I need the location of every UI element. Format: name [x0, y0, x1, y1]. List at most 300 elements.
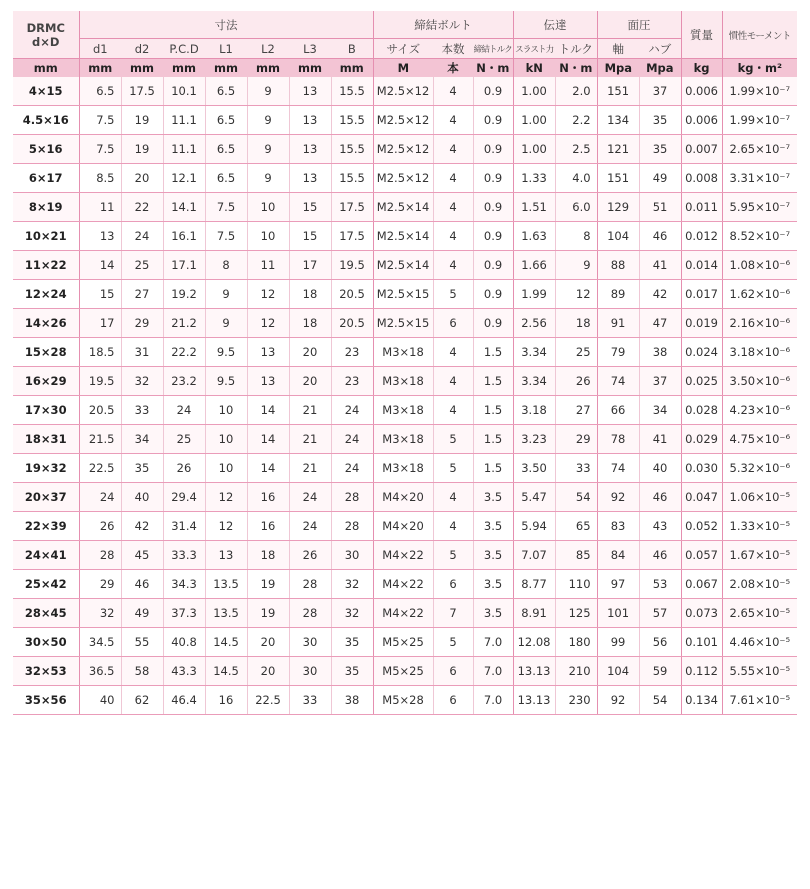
value-cell: 180	[555, 628, 597, 657]
model-cell: 22×39	[13, 512, 79, 541]
value-cell: 3.31×10⁻⁷	[722, 164, 797, 193]
value-cell: 2.5	[555, 135, 597, 164]
value-cell: 6	[433, 686, 473, 715]
value-cell: M2.5×12	[373, 106, 433, 135]
model-cell: 5×16	[13, 135, 79, 164]
model-cell: 6×17	[13, 164, 79, 193]
value-cell: 2.56	[513, 309, 555, 338]
value-cell: 7.0	[473, 686, 513, 715]
value-cell: 18.5	[79, 338, 121, 367]
value-cell: 17	[289, 251, 331, 280]
value-cell: 4	[433, 77, 473, 106]
value-cell: 24	[331, 454, 373, 483]
value-cell: 34	[121, 425, 163, 454]
value-cell: 27	[121, 280, 163, 309]
value-cell: 31	[121, 338, 163, 367]
model-cell: 19×32	[13, 454, 79, 483]
value-cell: 10	[247, 193, 289, 222]
value-cell: 78	[597, 425, 639, 454]
value-cell: 4.75×10⁻⁶	[722, 425, 797, 454]
value-cell: 25	[163, 425, 205, 454]
model-cell: 17×30	[13, 396, 79, 425]
value-cell: 20	[289, 367, 331, 396]
value-cell: 12.08	[513, 628, 555, 657]
units-row	[13, 59, 797, 78]
value-cell: 1.66	[513, 251, 555, 280]
table-row	[13, 657, 797, 686]
value-cell: 1.5	[473, 454, 513, 483]
value-cell: 14.5	[205, 657, 247, 686]
value-cell: 4.23×10⁻⁶	[722, 396, 797, 425]
value-cell: 5.32×10⁻⁶	[722, 454, 797, 483]
model-cell: 28×45	[13, 599, 79, 628]
value-cell: 10	[247, 222, 289, 251]
value-cell: 1.33×10⁻⁵	[722, 512, 797, 541]
value-cell: 0.019	[681, 309, 722, 338]
value-cell: 9	[247, 77, 289, 106]
value-cell: 19.5	[79, 367, 121, 396]
value-cell: 83	[597, 512, 639, 541]
value-cell: 4	[433, 135, 473, 164]
value-cell: 35	[639, 106, 681, 135]
value-cell: 1.62×10⁻⁶	[722, 280, 797, 309]
value-cell: 0.011	[681, 193, 722, 222]
value-cell: 13	[79, 222, 121, 251]
value-cell: 0.017	[681, 280, 722, 309]
model-header-bottom: d×D	[32, 34, 60, 49]
value-cell: M3×18	[373, 338, 433, 367]
table-row	[13, 135, 797, 164]
value-cell: 151	[597, 77, 639, 106]
value-cell: 53	[639, 570, 681, 599]
unit-cell: M	[373, 59, 433, 78]
value-cell: M5×25	[373, 657, 433, 686]
value-cell: 104	[597, 657, 639, 686]
value-cell: 58	[121, 657, 163, 686]
value-cell: 79	[597, 338, 639, 367]
model-cell: 18×31	[13, 425, 79, 454]
model-header	[13, 11, 79, 59]
table-row	[13, 367, 797, 396]
value-cell: 12	[247, 280, 289, 309]
value-cell: 92	[597, 483, 639, 512]
unit-cell: mm	[331, 59, 373, 78]
value-cell: 0.006	[681, 77, 722, 106]
unit-cell: mm	[121, 59, 163, 78]
value-cell: 17.5	[331, 222, 373, 251]
table-row	[13, 628, 797, 657]
value-cell: 0.012	[681, 222, 722, 251]
value-cell: 4.46×10⁻⁵	[722, 628, 797, 657]
value-cell: 29.4	[163, 483, 205, 512]
table-row	[13, 686, 797, 715]
value-cell: 22.5	[79, 454, 121, 483]
value-cell: 10	[205, 396, 247, 425]
value-cell: 24	[331, 396, 373, 425]
value-cell: 43.3	[163, 657, 205, 686]
value-cell: 5.95×10⁻⁷	[722, 193, 797, 222]
value-cell: 34.5	[79, 628, 121, 657]
value-cell: M2.5×12	[373, 77, 433, 106]
unit-cell: mm	[13, 59, 79, 78]
value-cell: 7.5	[205, 222, 247, 251]
value-cell: 15	[289, 193, 331, 222]
value-cell: 8.77	[513, 570, 555, 599]
value-cell: 62	[121, 686, 163, 715]
value-cell: 59	[639, 657, 681, 686]
table-row	[13, 251, 797, 280]
table-row	[13, 338, 797, 367]
value-cell: 9	[205, 280, 247, 309]
subheader-cell: ハブ	[639, 39, 681, 59]
value-cell: 0.029	[681, 425, 722, 454]
unit-cell: N・m	[555, 59, 597, 78]
table-row	[13, 570, 797, 599]
value-cell: 0.014	[681, 251, 722, 280]
value-cell: 6.5	[205, 106, 247, 135]
value-cell: 0.008	[681, 164, 722, 193]
table-row	[13, 164, 797, 193]
value-cell: 0.9	[473, 251, 513, 280]
value-cell: 35	[331, 657, 373, 686]
value-cell: 32	[121, 367, 163, 396]
table-row	[13, 309, 797, 338]
value-cell: 19	[121, 106, 163, 135]
value-cell: 9	[247, 164, 289, 193]
unit-cell: N・m	[473, 59, 513, 78]
value-cell: 29	[79, 570, 121, 599]
value-cell: 13.5	[205, 599, 247, 628]
value-cell: 42	[639, 280, 681, 309]
table-row	[13, 396, 797, 425]
subheader-cell: 締結トルク	[473, 39, 513, 59]
table-row	[13, 541, 797, 570]
value-cell: 55	[121, 628, 163, 657]
value-cell: 121	[597, 135, 639, 164]
value-cell: 18	[289, 280, 331, 309]
value-cell: 21	[289, 454, 331, 483]
model-header-top: DRMC	[26, 20, 65, 35]
model-cell: 8×19	[13, 193, 79, 222]
mass-header: 質量	[681, 11, 722, 59]
value-cell: M3×18	[373, 425, 433, 454]
value-cell: 7.61×10⁻⁵	[722, 686, 797, 715]
value-cell: 15	[79, 280, 121, 309]
value-cell: 88	[597, 251, 639, 280]
value-cell: 13	[247, 338, 289, 367]
value-cell: 101	[597, 599, 639, 628]
value-cell: 210	[555, 657, 597, 686]
model-cell: 35×56	[13, 686, 79, 715]
value-cell: 13	[289, 135, 331, 164]
value-cell: 8	[205, 251, 247, 280]
value-cell: 35	[639, 135, 681, 164]
value-cell: 22.5	[247, 686, 289, 715]
value-cell: 17.5	[331, 193, 373, 222]
value-cell: 12	[247, 309, 289, 338]
value-cell: 37.3	[163, 599, 205, 628]
value-cell: 13	[289, 106, 331, 135]
value-cell: 32	[79, 599, 121, 628]
value-cell: 24	[79, 483, 121, 512]
value-cell: 2.65×10⁻⁵	[722, 599, 797, 628]
table-row	[13, 599, 797, 628]
value-cell: 0.030	[681, 454, 722, 483]
value-cell: 16	[247, 483, 289, 512]
value-cell: 20	[289, 338, 331, 367]
value-cell: 0.047	[681, 483, 722, 512]
value-cell: 3.34	[513, 338, 555, 367]
value-cell: 85	[555, 541, 597, 570]
value-cell: 5	[433, 541, 473, 570]
value-cell: 14.5	[205, 628, 247, 657]
model-cell: 20×37	[13, 483, 79, 512]
value-cell: 9.5	[205, 338, 247, 367]
value-cell: 13.13	[513, 657, 555, 686]
value-cell: 5	[433, 454, 473, 483]
value-cell: M4×22	[373, 570, 433, 599]
value-cell: 13.5	[205, 570, 247, 599]
value-cell: 0.9	[473, 164, 513, 193]
value-cell: 18	[289, 309, 331, 338]
value-cell: 26	[555, 367, 597, 396]
value-cell: 12.1	[163, 164, 205, 193]
value-cell: 46	[639, 541, 681, 570]
value-cell: 27	[555, 396, 597, 425]
value-cell: 12	[205, 483, 247, 512]
value-cell: 40	[79, 686, 121, 715]
value-cell: 3.18	[513, 396, 555, 425]
subheader-cell: サイズ	[373, 39, 433, 59]
subheader-row	[13, 39, 797, 59]
value-cell: M2.5×15	[373, 309, 433, 338]
value-cell: 18	[247, 541, 289, 570]
value-cell: 20	[247, 657, 289, 686]
value-cell: 40	[639, 454, 681, 483]
value-cell: 1.67×10⁻⁵	[722, 541, 797, 570]
value-cell: 5.47	[513, 483, 555, 512]
value-cell: 6	[433, 570, 473, 599]
surface-pressure-header: 面圧	[597, 11, 681, 39]
value-cell: 28	[331, 512, 373, 541]
value-cell: 0.9	[473, 222, 513, 251]
value-cell: 28	[79, 541, 121, 570]
value-cell: 8.5	[79, 164, 121, 193]
unit-cell: kg・m²	[722, 59, 797, 78]
value-cell: 65	[555, 512, 597, 541]
value-cell: 4.0	[555, 164, 597, 193]
value-cell: 11.1	[163, 106, 205, 135]
value-cell: 10	[205, 454, 247, 483]
value-cell: 38	[331, 686, 373, 715]
value-cell: 49	[121, 599, 163, 628]
value-cell: 33	[121, 396, 163, 425]
transmission-header: 伝達	[513, 11, 597, 39]
model-cell: 4×15	[13, 77, 79, 106]
value-cell: 41	[639, 425, 681, 454]
subheader-cell: L1	[205, 39, 247, 59]
value-cell: 2.2	[555, 106, 597, 135]
value-cell: 17	[79, 309, 121, 338]
value-cell: 1.99×10⁻⁷	[722, 106, 797, 135]
value-cell: 66	[597, 396, 639, 425]
value-cell: 15.5	[331, 135, 373, 164]
value-cell: 1.08×10⁻⁶	[722, 251, 797, 280]
value-cell: 54	[639, 686, 681, 715]
unit-cell: mm	[163, 59, 205, 78]
value-cell: 6	[433, 309, 473, 338]
value-cell: M2.5×14	[373, 222, 433, 251]
model-cell: 15×28	[13, 338, 79, 367]
model-cell: 14×26	[13, 309, 79, 338]
value-cell: M5×25	[373, 628, 433, 657]
value-cell: 4	[433, 396, 473, 425]
value-cell: 3.5	[473, 570, 513, 599]
value-cell: 7.5	[79, 135, 121, 164]
value-cell: 230	[555, 686, 597, 715]
value-cell: 10	[205, 425, 247, 454]
value-cell: 91	[597, 309, 639, 338]
value-cell: 40.8	[163, 628, 205, 657]
value-cell: M3×18	[373, 396, 433, 425]
value-cell: 8	[555, 222, 597, 251]
value-cell: 0.9	[473, 106, 513, 135]
value-cell: 46.4	[163, 686, 205, 715]
value-cell: 47	[639, 309, 681, 338]
value-cell: 46	[639, 222, 681, 251]
subheader-cell: スラスト力	[513, 39, 555, 59]
value-cell: 45	[121, 541, 163, 570]
value-cell: 23	[331, 338, 373, 367]
value-cell: 51	[639, 193, 681, 222]
value-cell: 0.9	[473, 309, 513, 338]
value-cell: M4×20	[373, 512, 433, 541]
value-cell: 0.007	[681, 135, 722, 164]
value-cell: 15.5	[331, 77, 373, 106]
model-cell: 12×24	[13, 280, 79, 309]
value-cell: M3×18	[373, 454, 433, 483]
value-cell: 30	[289, 657, 331, 686]
value-cell: 99	[597, 628, 639, 657]
value-cell: 0.9	[473, 135, 513, 164]
table-row	[13, 454, 797, 483]
value-cell: 17.5	[121, 77, 163, 106]
value-cell: 20	[121, 164, 163, 193]
value-cell: 20.5	[331, 280, 373, 309]
value-cell: 43	[639, 512, 681, 541]
value-cell: 89	[597, 280, 639, 309]
value-cell: 7.5	[79, 106, 121, 135]
value-cell: 24	[331, 425, 373, 454]
value-cell: 0.112	[681, 657, 722, 686]
value-cell: 4	[433, 367, 473, 396]
value-cell: 7.07	[513, 541, 555, 570]
value-cell: M3×18	[373, 367, 433, 396]
value-cell: 21	[289, 425, 331, 454]
value-cell: 13	[289, 164, 331, 193]
subheader-cell: L2	[247, 39, 289, 59]
value-cell: 9.5	[205, 367, 247, 396]
bolt-header: 締結ボルト	[373, 11, 513, 39]
value-cell: 6.5	[205, 135, 247, 164]
value-cell: 21	[289, 396, 331, 425]
unit-cell: Mpa	[639, 59, 681, 78]
value-cell: 28	[289, 570, 331, 599]
value-cell: 16	[247, 512, 289, 541]
subheader-cell: P.C.D	[163, 39, 205, 59]
value-cell: 22.2	[163, 338, 205, 367]
value-cell: 0.101	[681, 628, 722, 657]
value-cell: 9	[555, 251, 597, 280]
value-cell: 4	[433, 193, 473, 222]
value-cell: 26	[163, 454, 205, 483]
value-cell: 7.0	[473, 657, 513, 686]
value-cell: 25	[121, 251, 163, 280]
value-cell: 4	[433, 483, 473, 512]
value-cell: 0.9	[473, 280, 513, 309]
value-cell: 4	[433, 251, 473, 280]
table-row	[13, 222, 797, 251]
value-cell: 54	[555, 483, 597, 512]
value-cell: 15	[289, 222, 331, 251]
value-cell: 13	[205, 541, 247, 570]
value-cell: 3.5	[473, 483, 513, 512]
value-cell: 31.4	[163, 512, 205, 541]
value-cell: M4×22	[373, 541, 433, 570]
value-cell: 74	[597, 454, 639, 483]
value-cell: 6.5	[79, 77, 121, 106]
value-cell: 29	[555, 425, 597, 454]
value-cell: 0.134	[681, 686, 722, 715]
value-cell: 15.5	[331, 164, 373, 193]
value-cell: 49	[639, 164, 681, 193]
dimensions-header: 寸法	[79, 11, 373, 39]
subheader-cell: 軸	[597, 39, 639, 59]
value-cell: 21.2	[163, 309, 205, 338]
value-cell: 30	[331, 541, 373, 570]
value-cell: 8.91	[513, 599, 555, 628]
value-cell: 4	[433, 164, 473, 193]
value-cell: 1.00	[513, 135, 555, 164]
value-cell: 3.23	[513, 425, 555, 454]
value-cell: 11	[79, 193, 121, 222]
value-cell: M4×20	[373, 483, 433, 512]
value-cell: 1.5	[473, 396, 513, 425]
value-cell: 14	[247, 425, 289, 454]
value-cell: 46	[121, 570, 163, 599]
table-row	[13, 193, 797, 222]
value-cell: 32	[331, 570, 373, 599]
value-cell: 3.50×10⁻⁶	[722, 367, 797, 396]
value-cell: 1.63	[513, 222, 555, 251]
value-cell: 14.1	[163, 193, 205, 222]
value-cell: 3.5	[473, 512, 513, 541]
value-cell: 5	[433, 628, 473, 657]
value-cell: 2.65×10⁻⁷	[722, 135, 797, 164]
value-cell: 28	[331, 483, 373, 512]
value-cell: 15.5	[331, 106, 373, 135]
value-cell: 0.057	[681, 541, 722, 570]
value-cell: 4	[433, 106, 473, 135]
model-cell: 30×50	[13, 628, 79, 657]
value-cell: 24	[289, 512, 331, 541]
subheader-cell: B	[331, 39, 373, 59]
value-cell: 5	[433, 280, 473, 309]
model-cell: 4.5×16	[13, 106, 79, 135]
unit-cell: 本	[433, 59, 473, 78]
value-cell: 3.50	[513, 454, 555, 483]
value-cell: 1.5	[473, 425, 513, 454]
